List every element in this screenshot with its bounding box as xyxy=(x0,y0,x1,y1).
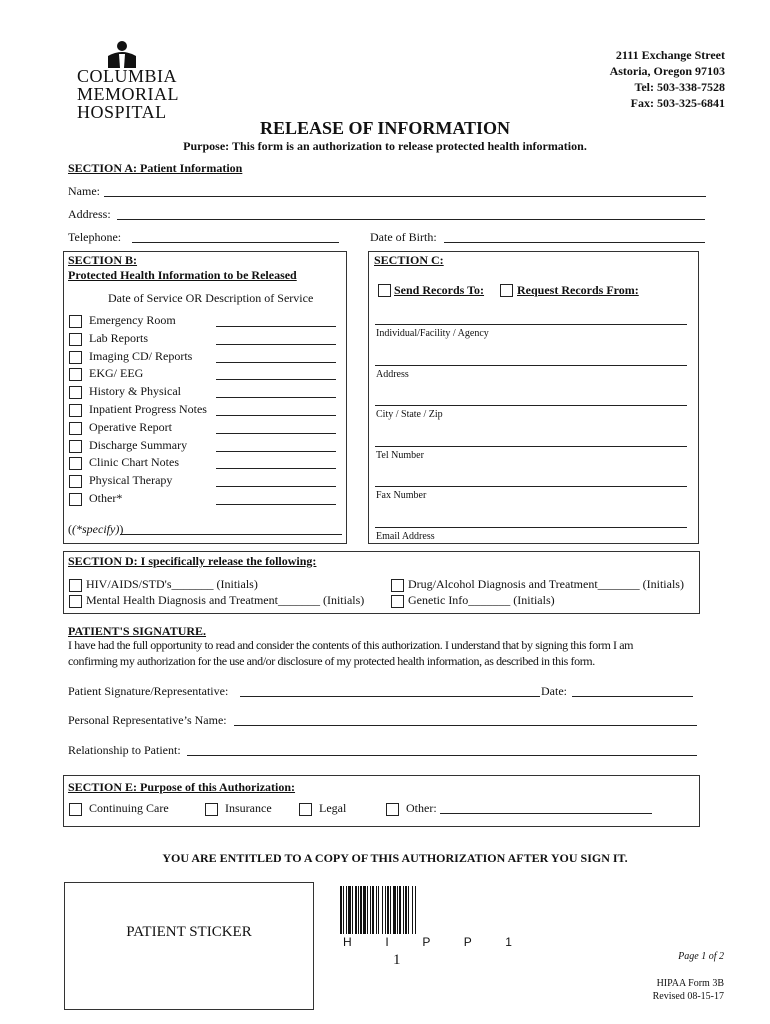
service-checkbox[interactable] xyxy=(69,368,82,381)
address-tel: Tel: 503-338-7528 xyxy=(634,80,725,94)
telephone-field[interactable] xyxy=(132,242,339,243)
continuing-care-label: Continuing Care xyxy=(89,801,169,815)
barcode-bar xyxy=(385,886,386,934)
patient-signature-label: Patient Signature/Representative: xyxy=(68,684,229,698)
name-label: Name: xyxy=(68,184,100,198)
address-fax: Fax: 503-325-6841 xyxy=(630,96,725,110)
hiv-label: HIV/AIDS/STD's_______ (Initials) xyxy=(86,577,258,591)
page-number: 1 xyxy=(393,952,401,968)
specify-field[interactable] xyxy=(120,534,342,535)
signature-text-1: I have had the full opportunity to read and consider the contents of this authorization. I understand that by signing this form I am xyxy=(68,638,634,652)
genetic-info-label: Genetic Info_______ (Initials) xyxy=(408,593,555,607)
specify-text: (*specify) xyxy=(72,522,120,536)
barcode-bar xyxy=(397,886,398,934)
signature-heading: PATIENT'S SIGNATURE. xyxy=(68,624,207,638)
service-label: Imaging CD/ Reports xyxy=(89,348,193,363)
copy-notice: YOU ARE ENTITLED TO A COPY OF THIS AUTHORIZATION AFTER YOU SIGN IT. xyxy=(162,851,628,865)
name-field[interactable] xyxy=(104,196,706,197)
mental-health-label: Mental Health Diagnosis and Treatment_______ (Initials) xyxy=(86,593,365,607)
barcode-bar xyxy=(408,886,409,934)
barcode-bar xyxy=(415,886,416,934)
barcode-bar xyxy=(390,886,391,934)
logo-line-1: COLUMBIA xyxy=(77,66,178,86)
hospital-address xyxy=(610,47,725,111)
barcode-bar xyxy=(412,886,413,934)
section-d-heading: SECTION D: I specifically release the following: xyxy=(68,554,317,568)
barcode-bar xyxy=(346,886,347,934)
drug-alcohol-label: Drug/Alcohol Diagnosis and Treatment_______ (Initials) xyxy=(408,577,684,591)
request-records-label: Request Records From: xyxy=(517,283,639,297)
recipient-field[interactable] xyxy=(375,405,687,406)
relationship-label: Relationship to Patient: xyxy=(68,743,181,757)
dob-field[interactable] xyxy=(444,242,705,243)
barcode-bar xyxy=(370,886,371,934)
revised-date: Revised 08-15-17 xyxy=(652,991,724,1002)
service-date-field[interactable] xyxy=(216,468,336,469)
send-records-checkbox[interactable] xyxy=(378,284,391,297)
address-city: Astoria, Oregon 97103 xyxy=(609,64,725,78)
recipient-field[interactable] xyxy=(375,527,687,528)
service-date-field[interactable] xyxy=(216,344,336,345)
recipient-field-label: Tel Number xyxy=(376,449,424,461)
barcode-bar xyxy=(378,886,379,934)
service-label: Emergency Room xyxy=(89,313,176,327)
patient-signature-field[interactable] xyxy=(240,696,540,697)
send-records-label: Send Records To: xyxy=(394,283,485,297)
logo-line-2: MEMORIAL xyxy=(77,84,179,104)
continuing-care-checkbox[interactable] xyxy=(69,803,82,816)
section-c-heading: SECTION C: xyxy=(374,253,444,267)
service-date-field[interactable] xyxy=(216,326,336,327)
service-checkbox[interactable] xyxy=(69,351,82,364)
service-label: Discharge Summary xyxy=(89,437,188,452)
service-checkbox[interactable] xyxy=(69,475,82,488)
purpose-text: Purpose: This form is an authorization to release protected health information. xyxy=(183,139,587,153)
section-e-heading: SECTION E: Purpose of this Authorization: xyxy=(68,780,296,794)
barcode-text: H I P P 1 xyxy=(343,935,521,949)
section-a-heading: SECTION A: Patient Information xyxy=(68,161,243,175)
barcode-bar xyxy=(387,886,389,934)
mental-health-checkbox[interactable] xyxy=(69,595,82,608)
service-date-field[interactable] xyxy=(216,379,336,380)
legal-label: Legal xyxy=(319,801,347,815)
service-date-field[interactable] xyxy=(216,397,336,398)
recipient-field-label: Individual/Facility / Agency xyxy=(376,328,489,339)
service-checkbox[interactable] xyxy=(69,457,82,470)
service-date-field[interactable] xyxy=(216,362,336,363)
hiv-checkbox[interactable] xyxy=(69,579,82,592)
page-title: RELEASE OF INFORMATION xyxy=(259,118,511,138)
barcode-bar xyxy=(399,886,401,934)
section-b-heading: SECTION B: xyxy=(68,253,138,267)
signature-text-2: confirming my authorization for the use and/or disclosure of my protected health information, as described in this form. xyxy=(68,654,595,668)
service-checkbox[interactable] xyxy=(69,440,82,453)
service-date-field[interactable] xyxy=(216,433,336,434)
other-purpose-field[interactable] xyxy=(440,813,652,814)
recipient-field-label: Address xyxy=(376,368,409,380)
recipient-field-label: City / State / Zip xyxy=(376,409,443,420)
address-field[interactable] xyxy=(117,219,705,220)
page-of-label: Page 1 of 2 xyxy=(678,951,724,962)
recipient-field[interactable] xyxy=(375,324,687,325)
date-label: Date: xyxy=(541,684,567,698)
service-label: EKG/ EEG xyxy=(89,366,144,381)
service-checkbox[interactable] xyxy=(69,422,82,435)
other-purpose-checkbox[interactable] xyxy=(386,803,399,816)
barcode xyxy=(338,886,458,938)
service-label: Physical Therapy xyxy=(89,473,173,488)
service-checkbox[interactable] xyxy=(69,493,82,506)
patient-sticker-box xyxy=(64,882,314,1010)
service-checkbox[interactable] xyxy=(69,386,82,399)
service-checkbox[interactable] xyxy=(69,333,82,346)
address-label: Address: xyxy=(68,207,111,221)
barcode-bar xyxy=(363,886,366,934)
recipient-field[interactable] xyxy=(375,365,687,366)
specify-label: ((*specify)) xyxy=(68,522,124,536)
patient-sticker-label: PATIENT STICKER xyxy=(126,924,252,940)
barcode-bar xyxy=(360,886,362,934)
service-label: Other* xyxy=(89,491,123,505)
barcode-bar xyxy=(343,886,344,934)
barcode-bar xyxy=(372,886,374,934)
service-label: Clinic Chart Notes xyxy=(89,455,179,470)
service-label: History & Physical xyxy=(89,384,181,399)
signature-date-field[interactable] xyxy=(572,696,693,697)
legal-checkbox[interactable] xyxy=(299,803,312,816)
recipient-field-label: Email Address xyxy=(376,530,435,542)
logo-line-3: HOSPITAL xyxy=(77,102,167,122)
insurance-label: Insurance xyxy=(225,801,272,815)
representative-name-field[interactable] xyxy=(234,725,697,726)
genetic-info-checkbox[interactable] xyxy=(391,595,404,608)
barcode-bar xyxy=(340,886,342,934)
address-street: 2111 Exchange Street xyxy=(615,48,725,62)
barcode-bar xyxy=(367,886,368,934)
barcode-bar xyxy=(358,886,359,934)
service-date-field[interactable] xyxy=(216,504,336,505)
barcode-bar xyxy=(348,886,351,934)
service-checkbox[interactable] xyxy=(69,404,82,417)
barcode-bar xyxy=(355,886,357,934)
relationship-field[interactable] xyxy=(187,755,697,756)
request-records-checkbox[interactable] xyxy=(500,284,513,297)
hospital-logo xyxy=(70,40,180,120)
service-date-field[interactable] xyxy=(216,451,336,452)
drug-alcohol-checkbox[interactable] xyxy=(391,579,404,592)
service-date-field[interactable] xyxy=(216,415,336,416)
insurance-checkbox[interactable] xyxy=(205,803,218,816)
recipient-field[interactable] xyxy=(375,446,687,447)
section-b-subheading: Protected Health Information to be Released xyxy=(68,268,297,282)
barcode-bar xyxy=(393,886,396,934)
telephone-label: Telephone: xyxy=(68,230,122,244)
barcode-bar xyxy=(382,886,383,934)
recipient-field[interactable] xyxy=(375,486,687,487)
recipient-field-label: Fax Number xyxy=(376,490,427,501)
service-checkbox[interactable] xyxy=(69,315,82,328)
other-purpose-label: Other: xyxy=(406,801,437,815)
date-of-service-label: Date of Service OR Description of Service xyxy=(108,291,314,305)
service-date-field[interactable] xyxy=(216,486,336,487)
barcode-bar xyxy=(352,886,353,934)
barcode-bar xyxy=(376,886,377,934)
service-label: Operative Report xyxy=(89,419,172,434)
person-figure-icon xyxy=(102,40,142,68)
barcode-bar xyxy=(405,886,407,934)
service-label: Lab Reports xyxy=(89,330,148,345)
barcode-bar xyxy=(403,886,404,934)
representative-name-label: Personal Representative’s Name: xyxy=(68,713,227,727)
service-label: Inpatient Progress Notes xyxy=(89,402,207,416)
form-id: HIPAA Form 3B xyxy=(656,978,724,989)
dob-label: Date of Birth: xyxy=(370,230,437,244)
